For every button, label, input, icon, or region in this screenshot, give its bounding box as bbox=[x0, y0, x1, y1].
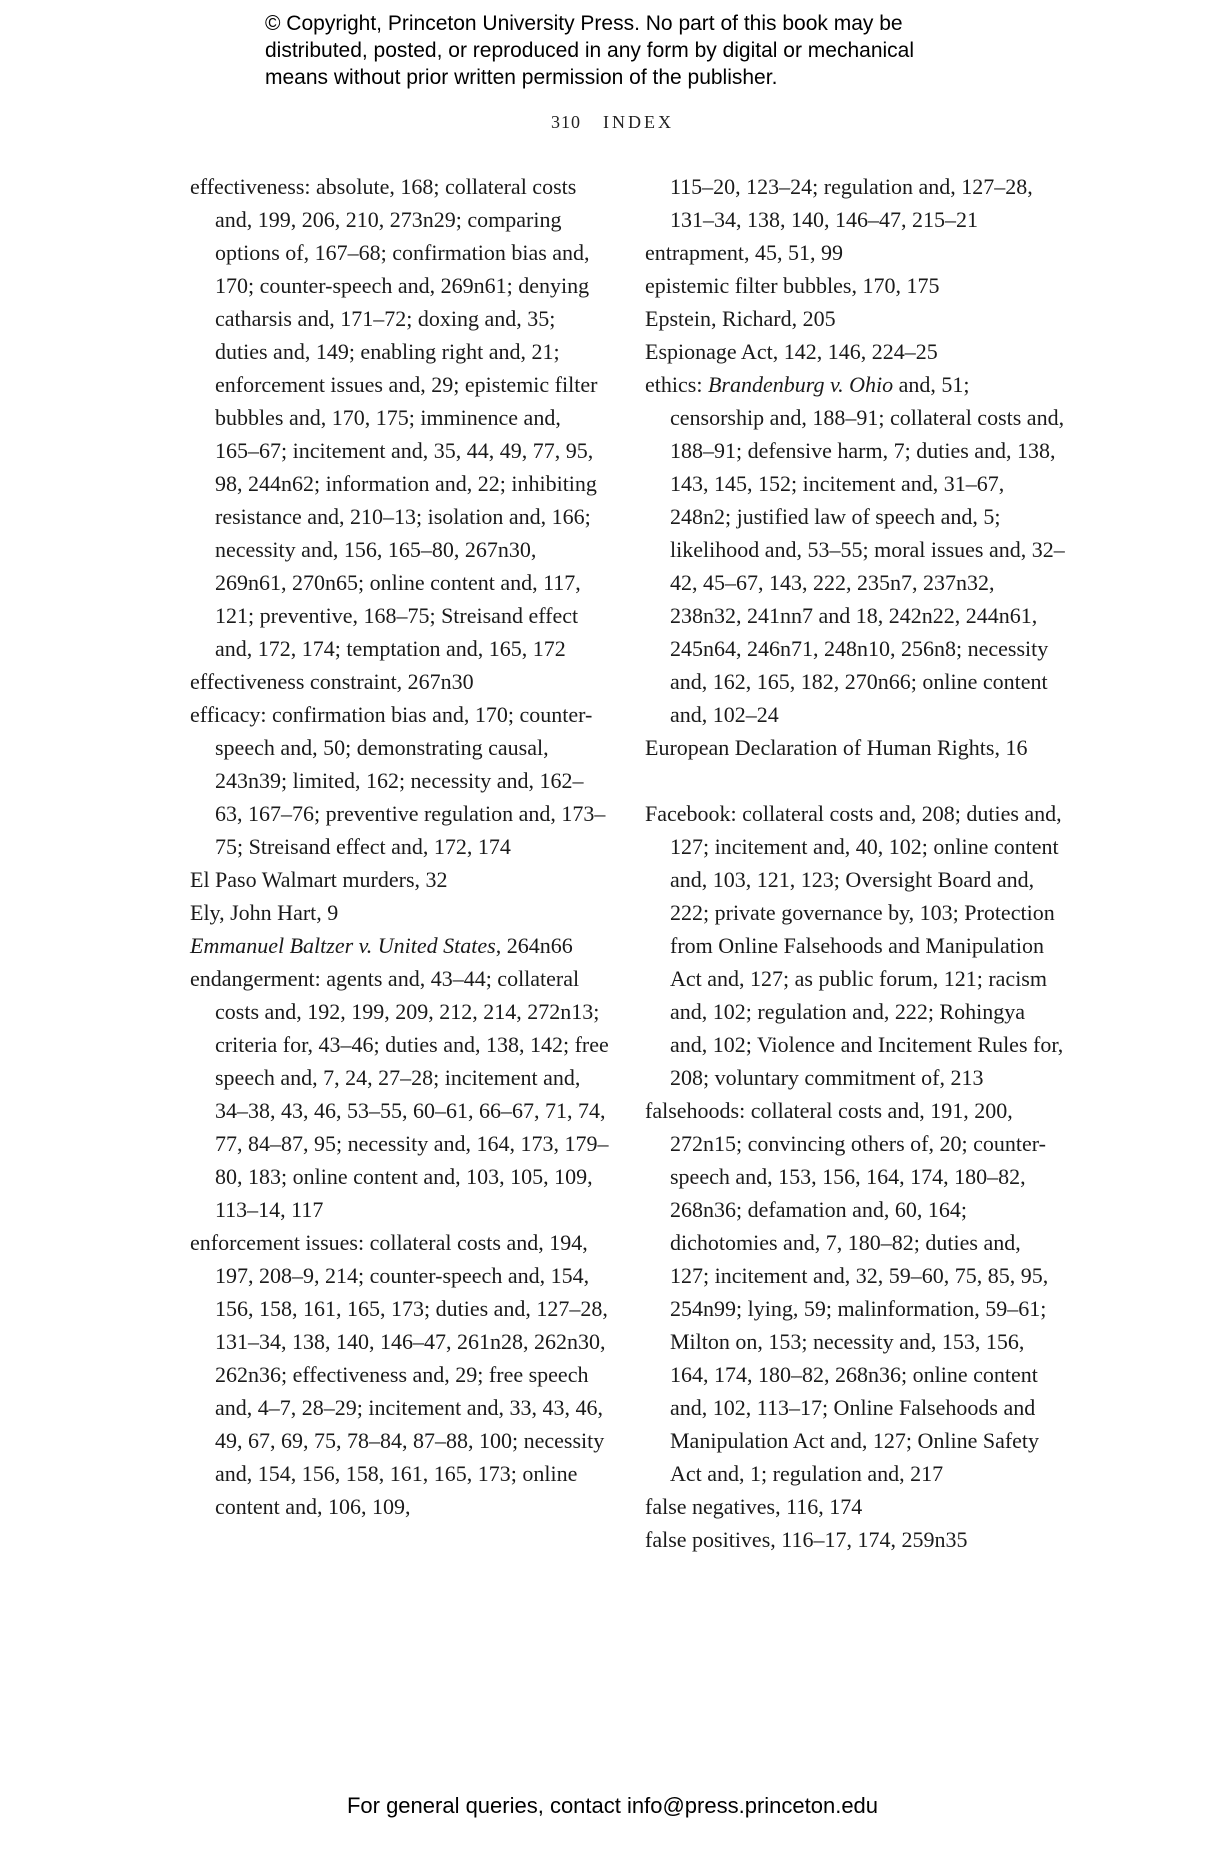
index-entry: endangerment: agents and, 43–44; collateral costs and, 192, 199, 209, 212, 214, 272n13; criteria for, 43–46; duties and, 138, 142; free speech and, 7, 24, 27–28; incitement and, 34–38, 43, 46, 53–55, 60–61, 66–67, 71, 74, 77, 84–87, 95; necessity and, 164, 173, 179–80, 183; online content and, 103, 105, 109, 113–14, 117 bbox=[190, 966, 609, 1222]
index-entry: effectiveness: absolute, 168; collateral costs and, 199, 206, 210, 273n29; comparing options of, 167–68; confirmation bias and, 170; counter-speech and, 269n61; denying catharsis and, 171–72; doxing and, 35; duties and, 149; enabling right and, 21; enforcement issues and, 29; epistemic filter bubbles and, 170, 175; imminence and, 165–67; incitement and, 35, 44, 49, 77, 95, 98, 244n62; information and, 22; inhibiting resistance and, 210–13; isolation and, 166; necessity and, 156, 165–80, 267n30, 269n61, 270n65; online content and, 117, 121; preventive, 168–75; Streisand effect and, 172, 174; temptation and, 165, 172 bbox=[190, 174, 598, 661]
entry-prefix: ethics: bbox=[645, 372, 708, 397]
index-entry-continued: 115–20, 123–24; regulation and, 127–28, 131–34, 138, 140, 146–47, 215–21 bbox=[670, 174, 1033, 232]
index-entry: entrapment, 45, 51, 99 bbox=[645, 240, 843, 265]
copyright-notice bbox=[265, 10, 1025, 91]
index-entry: European Declaration of Human Rights, 16 bbox=[645, 735, 1028, 760]
index-entry: false negatives, 116, 174 bbox=[645, 1494, 863, 1519]
case-title: Emmanuel Baltzer v. United States bbox=[190, 933, 496, 958]
index-entry: enforcement issues: collateral costs and, 194, 197, 208–9, 214; counter-speech and, 154, 156, 158, 161, 165, 173; duties and, 127–28, 131–34, 138, 140, 146–47, 261n28, 262n30, 262n36; effectiveness and, 29; free speech and, 4–7, 28–29; incitement and, 33, 43, 46, 49, 67, 69, 75, 78–84, 87–88, 100; necessity and, 154, 156, 158, 161, 165, 173; online content and, 106, 109, bbox=[190, 1230, 608, 1519]
index-entry: Ely, John Hart, 9 bbox=[190, 900, 339, 925]
page-number: 310 bbox=[551, 112, 581, 132]
index-column-left bbox=[190, 170, 610, 1523]
case-pages: , 264n66 bbox=[495, 933, 573, 958]
section-title: INDEX bbox=[603, 112, 674, 132]
entry-rest: and, 51; censorship and, 188–91; collateral costs and, 188–91; defensive harm, 7; duties and, 138, 143, 145, 152; incitement and, 31–67, 248n2; justified law of speech and, 5; likelihood and, 53–55; moral issues and, 32–42, 45–67, 143, 222, 235n7, 237n32, 238n32, 241nn7 and 18, 242n22, 244n61, 245n64, 246n71, 248n10, 256n8; necessity and, 162, 165, 182, 270n66; online content and, 102–24 bbox=[670, 372, 1065, 727]
copyright-line: © Copyright, Princeton University Press. No part of this book may be bbox=[265, 12, 903, 35]
index-entry: Facebook: collateral costs and, 208; duties and, 127; incitement and, 40, 102; online content and, 103, 121, 123; Oversight Board and, 222; private governance by, 103; Protection from Online Falsehoods and Manipulation Act and, 127; as public forum, 121; racism and, 102; regulation and, 222; Rohingya and, 102; Violence and Incitement Rules for, 208; voluntary commitment of, 213 bbox=[645, 801, 1064, 1090]
index-entry: effectiveness constraint, 267n30 bbox=[190, 669, 474, 694]
index-entry: epistemic filter bubbles, 170, 175 bbox=[645, 273, 940, 298]
copyright-line: distributed, posted, or reproduced in any form by digital or mechanical bbox=[265, 39, 915, 62]
index-entry: El Paso Walmart murders, 32 bbox=[190, 867, 448, 892]
index-entry: falsehoods: collateral costs and, 191, 200, 272n15; convincing others of, 20; counter-speech and, 153, 156, 164, 174, 180–82, 268n36; defamation and, 60, 164; dichotomies and, 7, 180–82; duties and, 127; incitement and, 32, 59–60, 75, 85, 95, 254n99; lying, 59; malinformation, 59–61; Milton on, 153; necessity and, 153, 156, 164, 174, 180–82, 268n36; online content and, 102, 113–17; Online Falsehoods and Manipulation Act and, 127; Online Safety Act and, 1; regulation and, 217 bbox=[645, 1098, 1049, 1486]
index-entry: Epstein, Richard, 205 bbox=[645, 306, 836, 331]
letter-group-gap bbox=[645, 764, 1065, 797]
case-title: Brandenburg v. Ohio bbox=[707, 372, 894, 397]
index-entry: efficacy: confirmation bias and, 170; counter-speech and, 50; demonstrating causal, 243n39; limited, 162; necessity and, 162–63, 167–76; preventive regulation and, 173–75; Streisand effect and, 172, 174 bbox=[190, 702, 606, 859]
copyright-line: means without prior written permission of the publisher. bbox=[265, 66, 778, 89]
index-entry: Espionage Act, 142, 146, 224–25 bbox=[645, 339, 938, 364]
running-head bbox=[0, 112, 1225, 133]
contact-footer: For general queries, contact info@press.princeton.edu bbox=[346, 1793, 879, 1818]
index-entry-ethics bbox=[645, 368, 1065, 731]
index-column-right bbox=[645, 170, 1065, 1556]
index-entry-emmanuel bbox=[190, 929, 610, 962]
index-entry: false positives, 116–17, 174, 259n35 bbox=[645, 1527, 968, 1552]
